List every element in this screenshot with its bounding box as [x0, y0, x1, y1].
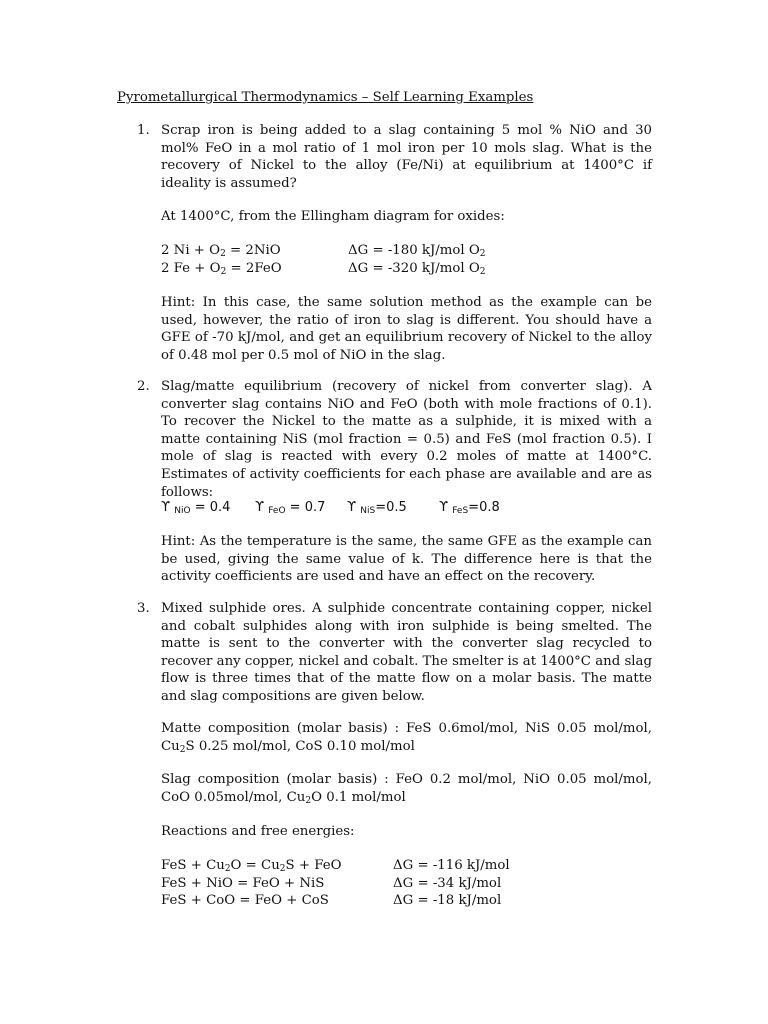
ellingham-intro: At 1400°C, from the Ellingham diagram for oxides:: [161, 209, 505, 224]
matte-composition: Matte composition (molar basis) : FeS 0.6mol/mol, NiS 0.05 mol/mol, $Cu_2S$ 0.25 mol/mol, CoS 0.10 mol/mol: [161, 721, 652, 755]
reactions-label: Reactions and free energies:: [161, 824, 355, 839]
hint-text: Hint: In this case, the same solution method as the example can be used, however, the ratio of iron to slag is different. You should have a GFE of -70 kJ/mol, and get an equilibrium recovery of Nickel to the alloy of 0.48 mol per 0.5 mol of NiO in the slag.: [161, 295, 652, 363]
question-text: Scrap iron is being added to a slag containing 5 mol % NiO and 30 mol% FeO in a mol ratio of 1 mol iron per 10 mols slag. What is the recovery of Nickel to the alloy (Fe/Ni) at equilibrium at 1400°C if ideality is assumed?: [161, 123, 652, 191]
document-page: Pyrometallurgical Thermodynamics – Self Learning Examples 1. Scrap iron is being added to a slag containing 5 mol % NiO and 30 mol% FeO in a mol ratio of 1 mol iron per 10 mols slag. What is the recovery of Nickel to the alloy (Fe/Ni) at equilibrium at 1400°C if ideality is assumed? At 1400°C, from the Ellingham diagram for oxides: 2 $Ni + O_2 = 2NiO$ ΔG = -180 kJ/mol $O_2$ 2 $Fe + O_2 = 2FeO$ ΔG = -320 kJ/mol $O_2$ Hint: In this case, the same solution method as the example can be used, however, the ratio of iron to slag is different. You should have a GFE of -70 kJ/mol, and get an equilibrium recovery of Nickel to the alloy of 0.48 mol per 0.5 mol of NiO in the slag. 2. Slag/matte equilibrium (recovery of nickel from converter slag). A converter slag contains NiO and FeO (both with mole fractions of 0.1). To recover the Nickel to the matte as a sulphide, it is mixed with a matte containing NiS (mol fraction = 0.5) and FeS (mol fraction 0.5). I mole of slag is reacted with every 0.2 moles of matte at 1400°C. Estimates of activity coefficients for each phase are available and are as follows: ϒ $_{NiO}$ = 0.4 ϒ $_{FeO}$ = 0.7 ϒ $_{NiS}$=0.5 ϒ $_{FeS}$=0.8 Hint: As the temperature is the same, the same GFE as the example can be used, giving the same value of k. The difference here is that the activity coefficients are used and have an effect on the recovery. 3. Mixed sulphide ores. A sulphide concentrate containing copper, nickel and cobalt sulphides along with iron sulphide is being smelted. The matte is sent to the converter with the converter slag recycled to recover any copper, nickel and cobalt. The smelter is at 1400°C and slag flow is three times that of the matte flow on a molar basis. The matte and slag compositions are given below. Matte composition (molar basis) : FeS 0.6mol/mol, NiS 0.05 mol/mol, $Cu_2S$ 0.25 mol/mol, CoS 0.10 mol/mol Slag composition (molar basis) : FeO 0.2 mol/mol, NiO 0.05 mol/mol, CoO 0.05mol/mol, $Cu_2O$ 0.1 mol/mol Reactions and free energies: FeS + $Cu_2O = Cu_2S$ + FeO ΔG = -116 kJ/mol FeS + NiO = FeO + NiS ΔG = -34 kJ/mol FeS + CoO = FeO + CoS ΔG = -18 kJ/mol: [117, 90, 652, 908]
question-number: 1.: [137, 123, 150, 138]
page-title: Pyrometallurgical Thermodynamics – Self Learning Examples: [117, 90, 534, 105]
activity-coefficients: ϒ $_{NiO}$ = 0.4 ϒ $_{FeO}$ = 0.7 ϒ $_{NiS}$=0.5 ϒ $_{FeS}$=0.8: [161, 500, 500, 516]
question-text: Mixed sulphide ores. A sulphide concentrate containing copper, nickel and cobalt sulphides along with iron sulphide is being smelted. The matte is sent to the converter with the converter slag recycled to recover any copper, nickel and cobalt. The smelter is at 1400°C and slag flow is three times that of the matte flow on a molar basis. The matte and slag compositions are given below.: [161, 601, 652, 704]
question-text: Slag/matte equilibrium (recovery of nickel from converter slag). A converter slag contains NiO and FeO (both with mole fractions of 0.1). To recover the Nickel to the matte as a sulphide, it is mixed with a matte containing NiS (mol fraction = 0.5) and FeS (mol fraction 0.5). I mole of slag is reacted with every 0.2 moles of matte at 1400°C. Estimates of activity coefficients for each phase are available and are as follows:: [161, 379, 652, 500]
hint-text: Hint: As the temperature is the same, the same GFE as the example can be used, giving the same value of k. The difference here is that the activity coefficients are used and have an effect on the recovery.: [161, 534, 652, 585]
question-number: 2.: [137, 379, 150, 394]
slag-composition: Slag composition (molar basis) : FeO 0.2 mol/mol, NiO 0.05 mol/mol, CoO 0.05mol/mol, $Cu_2O$ 0.1 mol/mol: [161, 772, 652, 806]
question-number: 3.: [137, 601, 150, 616]
